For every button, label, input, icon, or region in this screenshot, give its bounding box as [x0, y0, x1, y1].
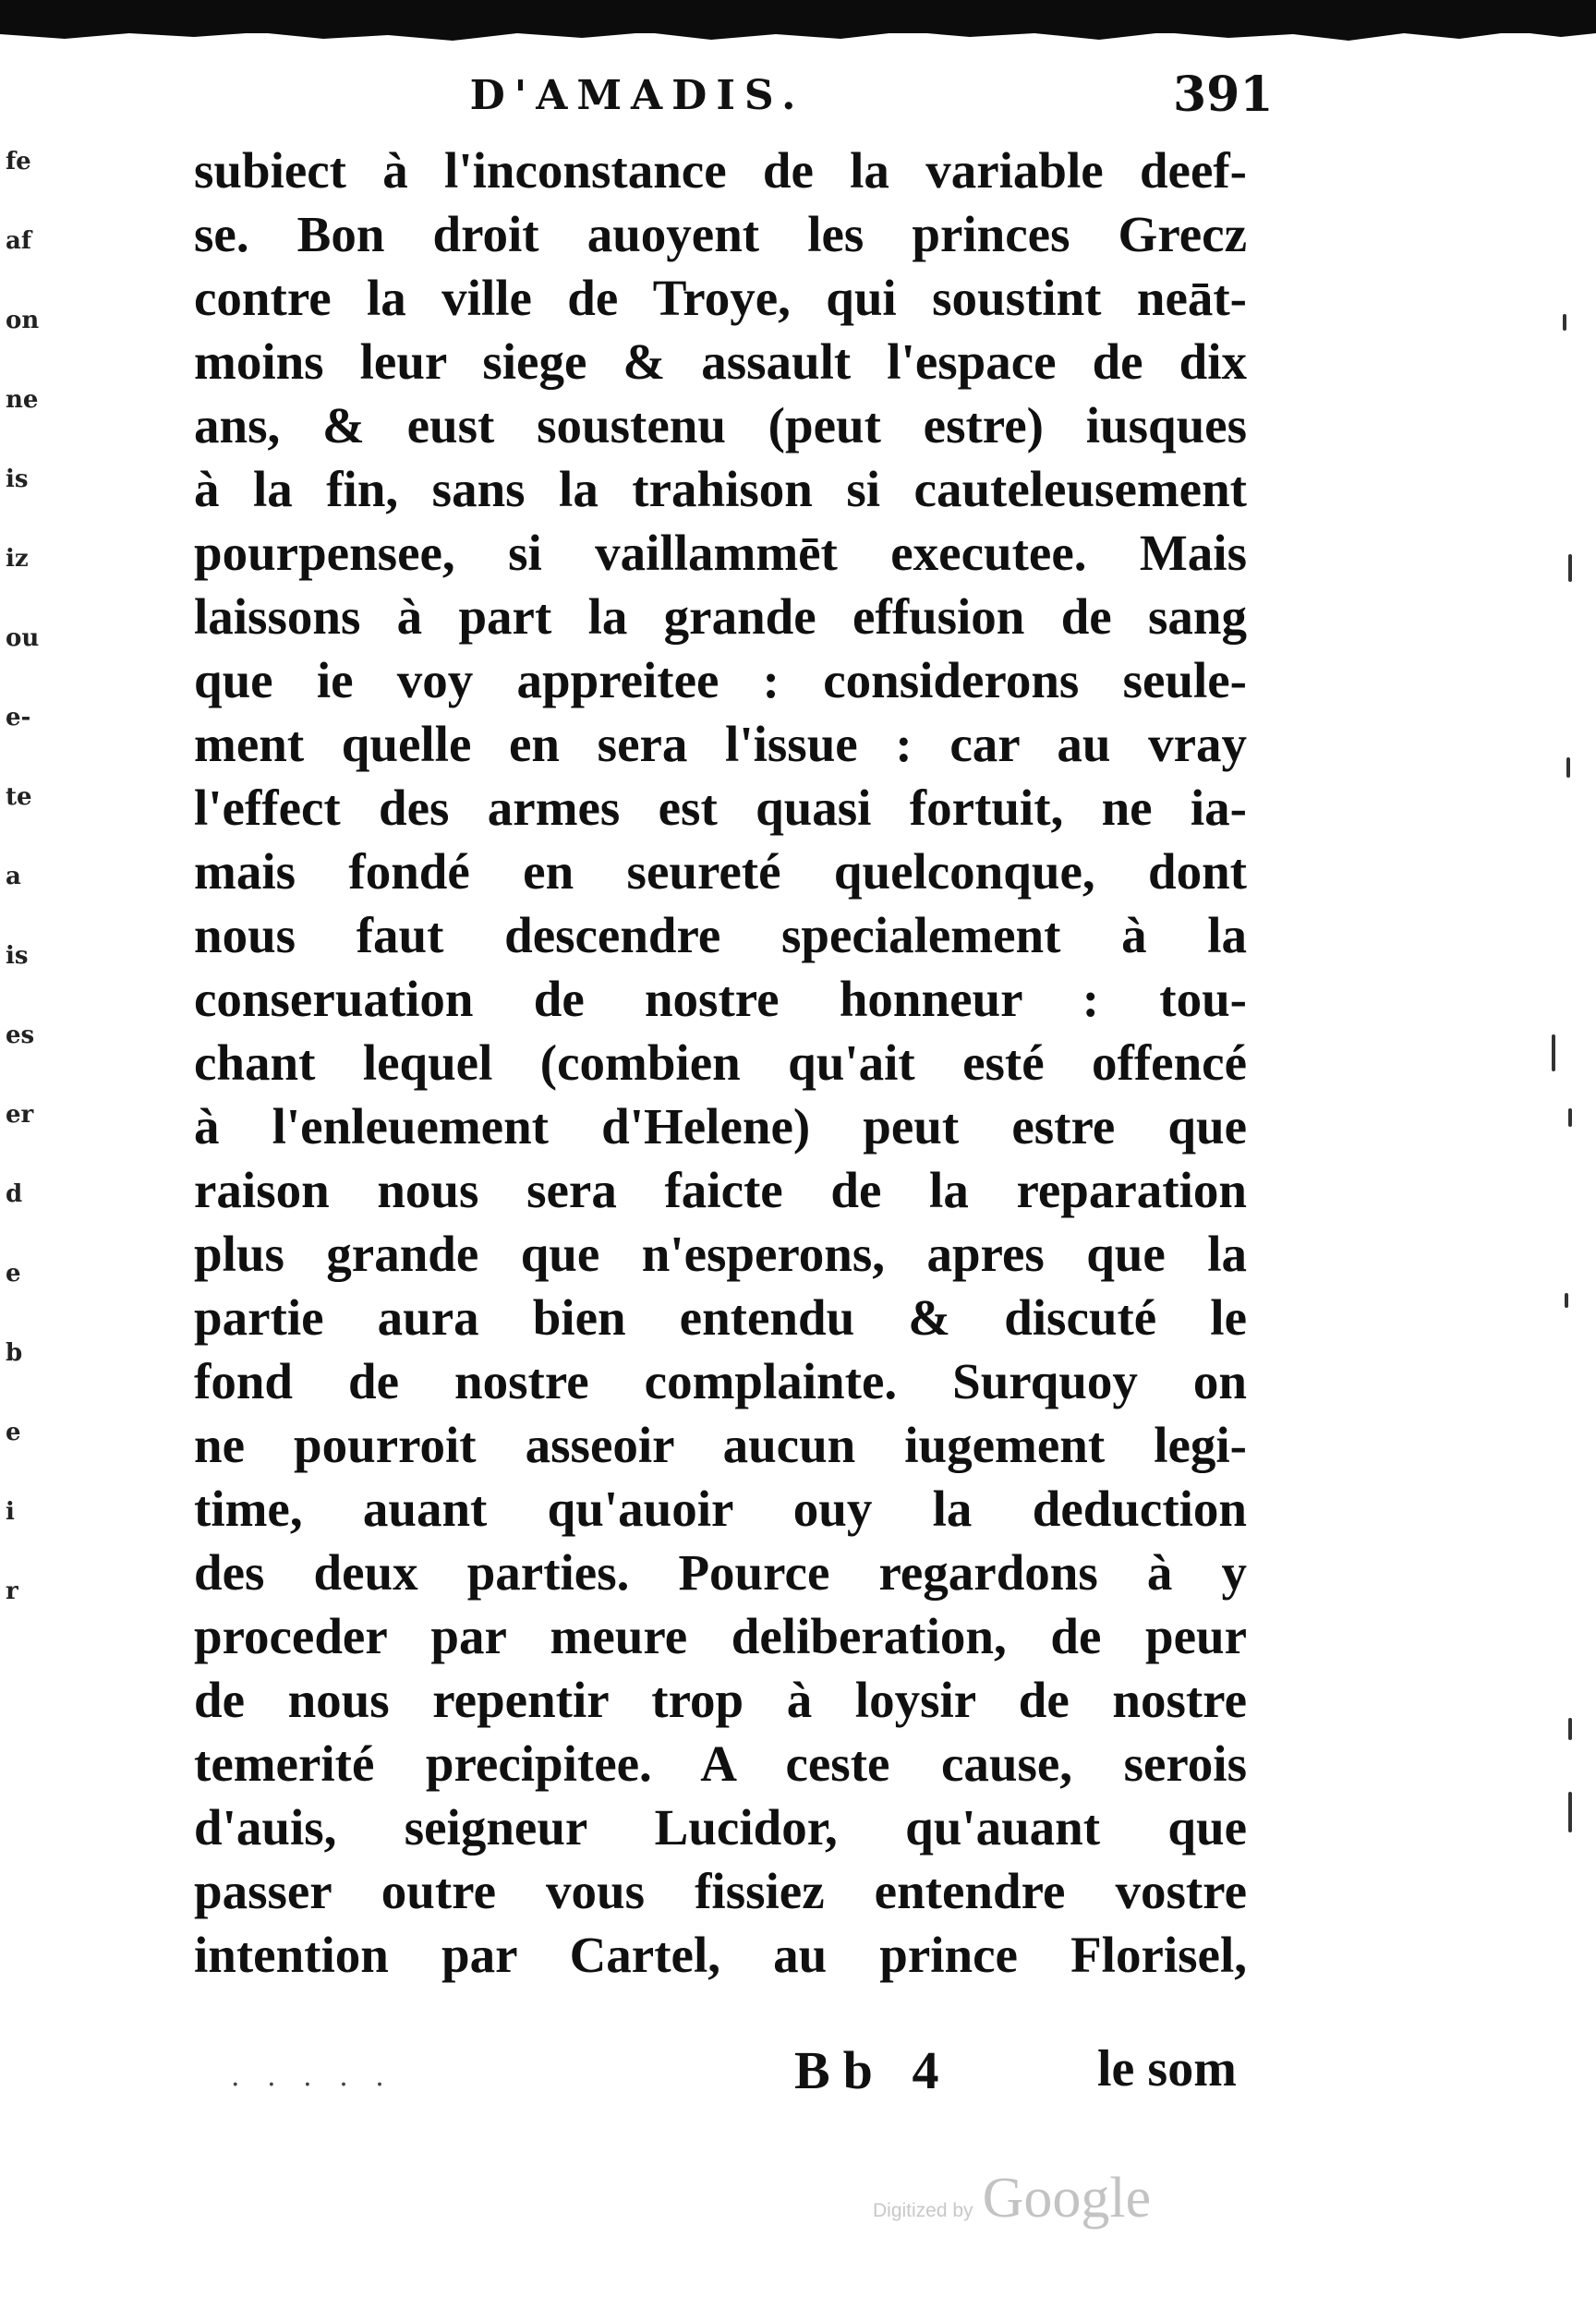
- gutter-fragment: is: [6, 942, 29, 970]
- text-line: pourpensee, si vaillammēt executee. Mais: [194, 525, 1247, 581]
- signature-mark: Bb 4: [794, 2040, 952, 2100]
- printer-marks: · · · · ·: [231, 2069, 393, 2101]
- text-line: ne pourroit asseoir aucun iugement legi-: [194, 1417, 1247, 1473]
- text-line: ans, & eust soustenu (peut estre) iusques: [194, 397, 1247, 453]
- gutter-fragment: r: [6, 1578, 18, 1605]
- text-line: ment quelle en sera l'issue : car au vray: [194, 716, 1247, 772]
- gutter-fragment: ou: [6, 624, 40, 652]
- text-block: [194, 139, 1247, 1987]
- facing-page-fragments: [0, 148, 40, 1662]
- text-line: moins leur siege & assault l'espace de dix: [194, 333, 1247, 390]
- torn-edge: [0, 28, 1596, 44]
- text-line: temerité precipitee. A ceste cause, serois: [194, 1735, 1247, 1792]
- text-line: time, auant qu'auoir ouy la deduction: [194, 1481, 1247, 1537]
- text-line: partie aura bien entendu & discuté le: [194, 1289, 1247, 1346]
- margin-specks: [1541, 277, 1596, 2032]
- catchword: le som: [1097, 2040, 1237, 2097]
- running-head: D'AMADIS.: [469, 72, 805, 119]
- text-line: proceder par meure deliberation, de peur: [194, 1608, 1247, 1664]
- text-line: de nous repentir trop à loysir de nostre: [194, 1672, 1247, 1728]
- gutter-fragment: on: [6, 307, 40, 334]
- text-line: d'auis, seigneur Lucidor, qu'auant que: [194, 1799, 1247, 1856]
- text-line: à l'enleuement d'Helene) peut estre que: [194, 1098, 1247, 1154]
- gutter-fragment: es: [6, 1022, 35, 1049]
- gutter-fragment: af: [6, 227, 32, 255]
- text-line: passer outre vous fissiez entendre vostre: [194, 1863, 1247, 1919]
- text-line: chant lequel (combien qu'ait esté offencé: [194, 1034, 1247, 1091]
- gutter-fragment: e-: [6, 704, 31, 731]
- text-line: intention par Cartel, au prince Florisel,: [194, 1927, 1247, 1983]
- gutter-fragment: is: [6, 465, 29, 493]
- gutter-fragment: d: [6, 1180, 23, 1208]
- gutter-fragment: e: [6, 1260, 21, 1287]
- text-line: à la fin, sans la trahison si cauteleusement: [194, 461, 1247, 517]
- watermark-prefix: Digitized by: [873, 2200, 973, 2221]
- google-logo: Google: [982, 2167, 1152, 2230]
- text-line: subiect à l'inconstance de la variable deef-: [194, 142, 1247, 199]
- text-line: plus grande que n'esperons, apres que la: [194, 1226, 1247, 1282]
- digitized-by-watermark: [873, 2166, 1151, 2240]
- page-number: 391: [1173, 66, 1274, 123]
- text-line: l'effect des armes est quasi fortuit, ne ia-: [194, 780, 1247, 836]
- gutter-fragment: ne: [6, 386, 39, 414]
- gutter-fragment: e: [6, 1419, 21, 1446]
- text-line: contre la ville de Troye, qui soustint neāt-: [194, 270, 1247, 326]
- gutter-fragment: te: [6, 783, 32, 811]
- text-line: fond de nostre complainte. Surquoy on: [194, 1353, 1247, 1409]
- text-line: se. Bon droit auoyent les princes Grecz: [194, 206, 1247, 262]
- text-line: nous faut descendre specialement à la: [194, 907, 1247, 963]
- gutter-fragment: b: [6, 1339, 23, 1367]
- gutter-fragment: fe: [6, 148, 31, 175]
- text-line: laissons à part la grande effusion de sang: [194, 588, 1247, 645]
- gutter-fragment: a: [6, 863, 21, 890]
- text-line: raison nous sera faicte de la reparation: [194, 1162, 1247, 1218]
- gutter-fragment: er: [6, 1101, 34, 1129]
- text-line: que ie voy appreitee : considerons seule-: [194, 652, 1247, 708]
- text-line: conseruation de nostre honneur : tou-: [194, 971, 1247, 1027]
- gutter-fragment: iz: [6, 545, 29, 573]
- text-line: des deux parties. Pource regardons à y: [194, 1544, 1247, 1601]
- text-line: mais fondé en seureté quelconque, dont: [194, 843, 1247, 900]
- gutter-fragment: i: [6, 1498, 15, 1526]
